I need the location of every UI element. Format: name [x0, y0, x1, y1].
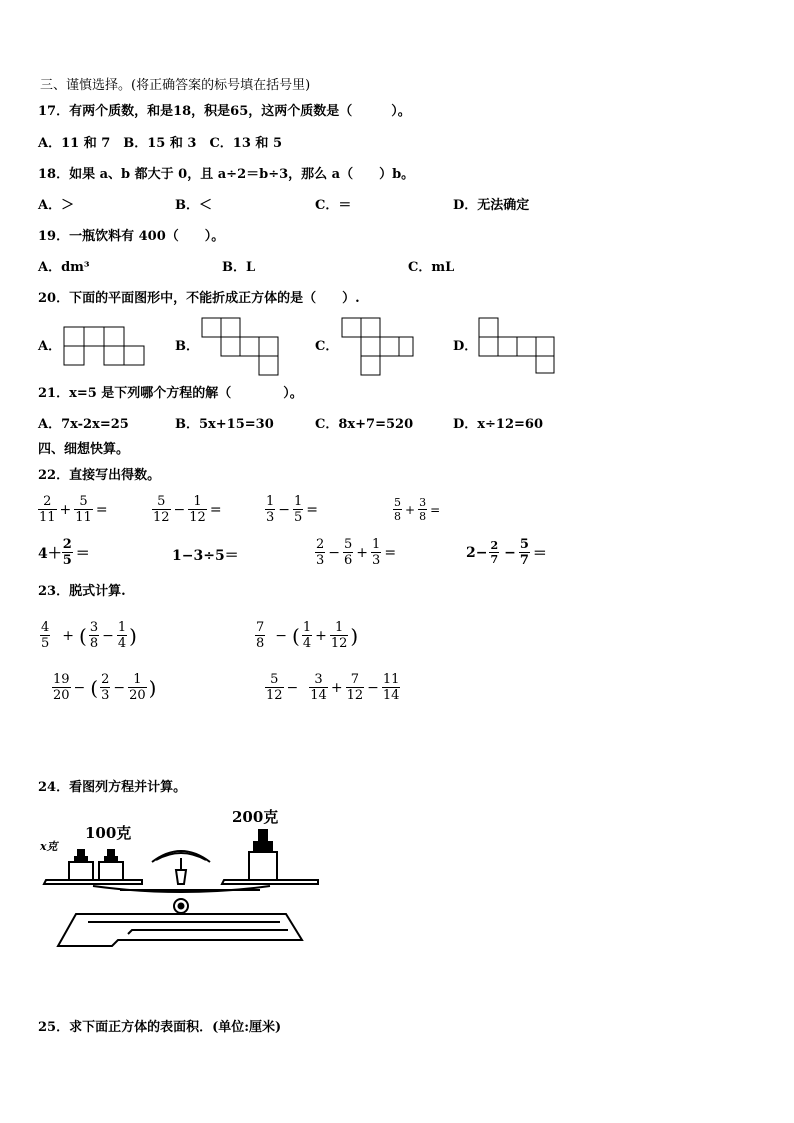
label-x-grams: x克 — [40, 840, 58, 853]
q22-expr-1: $\frac{2}{11}$ + $\frac{5}{11}$ = — [39, 494, 108, 525]
q22-expr-2: $\frac{5}{12}$ − $\frac{1}{12}$ = — [153, 494, 222, 525]
q22-stem: 22．直接写出得数。 — [38, 468, 161, 483]
q23-expr-1: $\frac{4}{5}$ + ( $\frac{3}{8}$ − $\frac{1}{4}$ ) — [41, 620, 137, 651]
q19-option-c: C．mL — [408, 260, 455, 275]
q22-expr-6: 1−3÷5＝ — [172, 548, 239, 564]
q22-expr-5: 4＋ $\frac{2}{5}$ ＝ — [38, 537, 90, 568]
q21-option-b: B．5x+15=30 — [175, 417, 274, 432]
q19-stem: 19．一瓶饮料有 400（ ）。 — [38, 229, 225, 244]
q21-option-c: C．8x+7=520 — [315, 417, 414, 432]
q23-expr-3: $\frac{19}{20}$ − ( $\frac{2}{3}$ − $\frac{1}{20}$ ) — [53, 672, 157, 703]
q21-option-a: A．7x-2x=25 — [38, 417, 129, 432]
q23-expr-4: $\frac{5}{12}$ − $\frac{3}{14}$ + $\frac{7}{12}$ − $\frac{11}{14}$ — [266, 672, 400, 703]
q20-stem: 20．下面的平面图形中，不能折成正方体的是（ ）. — [38, 291, 360, 306]
section-4-heading: 四、细想快算。 — [38, 442, 130, 457]
q21-option-d: D．x÷12=60 — [453, 417, 543, 432]
q19-option-b: B．L — [222, 260, 256, 275]
q20-option-b: B． — [175, 339, 199, 354]
q22-expr-8: 2− $\frac{2}{7}$ − $\frac{5}{7}$ ＝ — [466, 537, 547, 568]
q17-stem: 17．有两个质数，和是18，积是65，这两个质数是（ ）。 — [38, 104, 411, 119]
q23-stem: 23．脱式计算. — [38, 584, 126, 599]
label-100-grams: 100克 — [85, 824, 132, 842]
q19-option-a: A．dm³ — [38, 260, 90, 275]
q25-stem: 25．求下面正方体的表面积．(单位:厘米) — [38, 1020, 282, 1035]
q20-option-d: D． — [453, 339, 478, 354]
q18-option-b: B．＜ — [175, 198, 212, 213]
q22-expr-3: $\frac{1}{3}$ − $\frac{1}{5}$ = — [266, 494, 319, 525]
q18-option-a: A．＞ — [38, 198, 75, 213]
q20-option-a: A． — [38, 339, 62, 354]
q20-option-c: C． — [315, 339, 339, 354]
q23-expr-2: $\frac{7}{8}$ − ( $\frac{1}{4}$ + $\frac{1}{12}$ ) — [256, 620, 359, 651]
q21-stem: 21．x=5 是下列哪个方程的解（ ）。 — [38, 386, 303, 401]
label-200-grams: 200克 — [232, 808, 279, 826]
q22-expr-4: $\frac{5}{8}$ + $\frac{3}{8}$ = — [394, 496, 441, 523]
section-3-heading: 三、谨慎选择。(将正确答案的标号填在括号里) — [40, 78, 311, 93]
q18-stem: 18．如果 a、b 都大于 0，且 a÷2＝b÷3，那么 a（ ）b。 — [38, 167, 415, 182]
q22-expr-7: $\frac{2}{3}$ − $\frac{5}{6}$ + $\frac{1}{3}$ = — [316, 537, 397, 568]
q18-option-c: C．＝ — [315, 198, 352, 213]
q18-option-d: D．无法确定 — [453, 198, 530, 213]
q17-options: A．11 和 7 B．15 和 3 C．13 和 5 — [38, 136, 282, 151]
q24-stem: 24．看图列方程并计算。 — [38, 780, 187, 795]
